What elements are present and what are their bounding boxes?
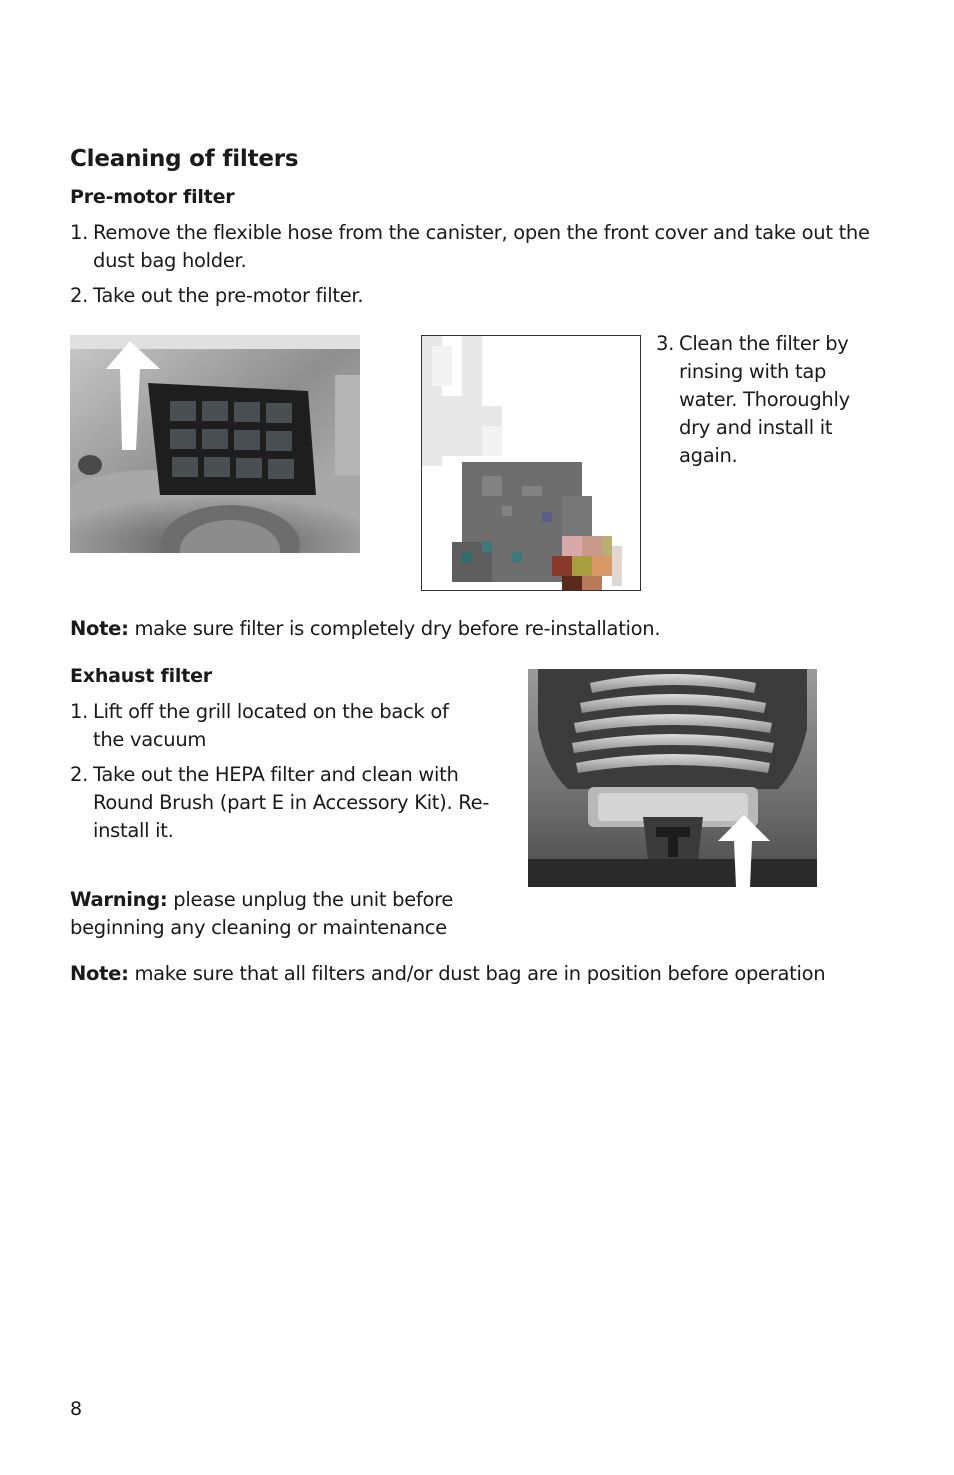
- step-text: Clean the filter by rinsing with tap water. Thoroughly dry and install it again.: [679, 332, 850, 467]
- step-text: Take out the pre-motor filter.: [93, 284, 364, 307]
- final-note: [70, 960, 910, 988]
- step-number: 3.: [656, 332, 675, 355]
- exhaust-step-2: [70, 761, 490, 845]
- exhaust-heading: Exhaust filter: [70, 665, 212, 687]
- page-number: 8: [70, 1398, 83, 1420]
- pre-motor-step-1: [70, 219, 870, 275]
- warning-text-block: [70, 886, 490, 942]
- step-text: Lift off the grill located on the back of the vacuum: [93, 700, 449, 751]
- step-number: 2.: [70, 284, 89, 307]
- pre-motor-step-3: [656, 330, 866, 470]
- pre-motor-heading: Pre-motor filter: [70, 186, 235, 208]
- warning-label: Warning:: [70, 888, 168, 911]
- warning-text: please unplug the unit before beginning any cleaning or maintenance: [70, 888, 454, 939]
- step-number: 2.: [70, 763, 89, 786]
- exhaust-step-1: [70, 698, 480, 754]
- page-title: Cleaning of filters: [70, 146, 299, 172]
- note-text: make sure filter is completely dry before re-installation.: [128, 617, 661, 640]
- step-number: 1.: [70, 700, 89, 723]
- pre-motor-note: [70, 615, 890, 643]
- note-label: Note:: [70, 962, 129, 985]
- step-text: Take out the HEPA filter and clean with Round Brush (part E in Accessory Kit). Re-install it.: [93, 763, 490, 842]
- exhaust-grill-photo: [528, 669, 817, 887]
- filter-rinse-photo: [421, 335, 641, 591]
- note-text: make sure that all filters and/or dust bag are in position before operation: [128, 962, 826, 985]
- pre-motor-step-2: [70, 282, 870, 310]
- note-label: Note:: [70, 617, 129, 640]
- step-text: Remove the flexible hose from the canister, open the front cover and take out the dust bag holder.: [93, 221, 870, 272]
- pre-motor-filter-photo: [70, 335, 360, 553]
- step-number: 1.: [70, 221, 89, 244]
